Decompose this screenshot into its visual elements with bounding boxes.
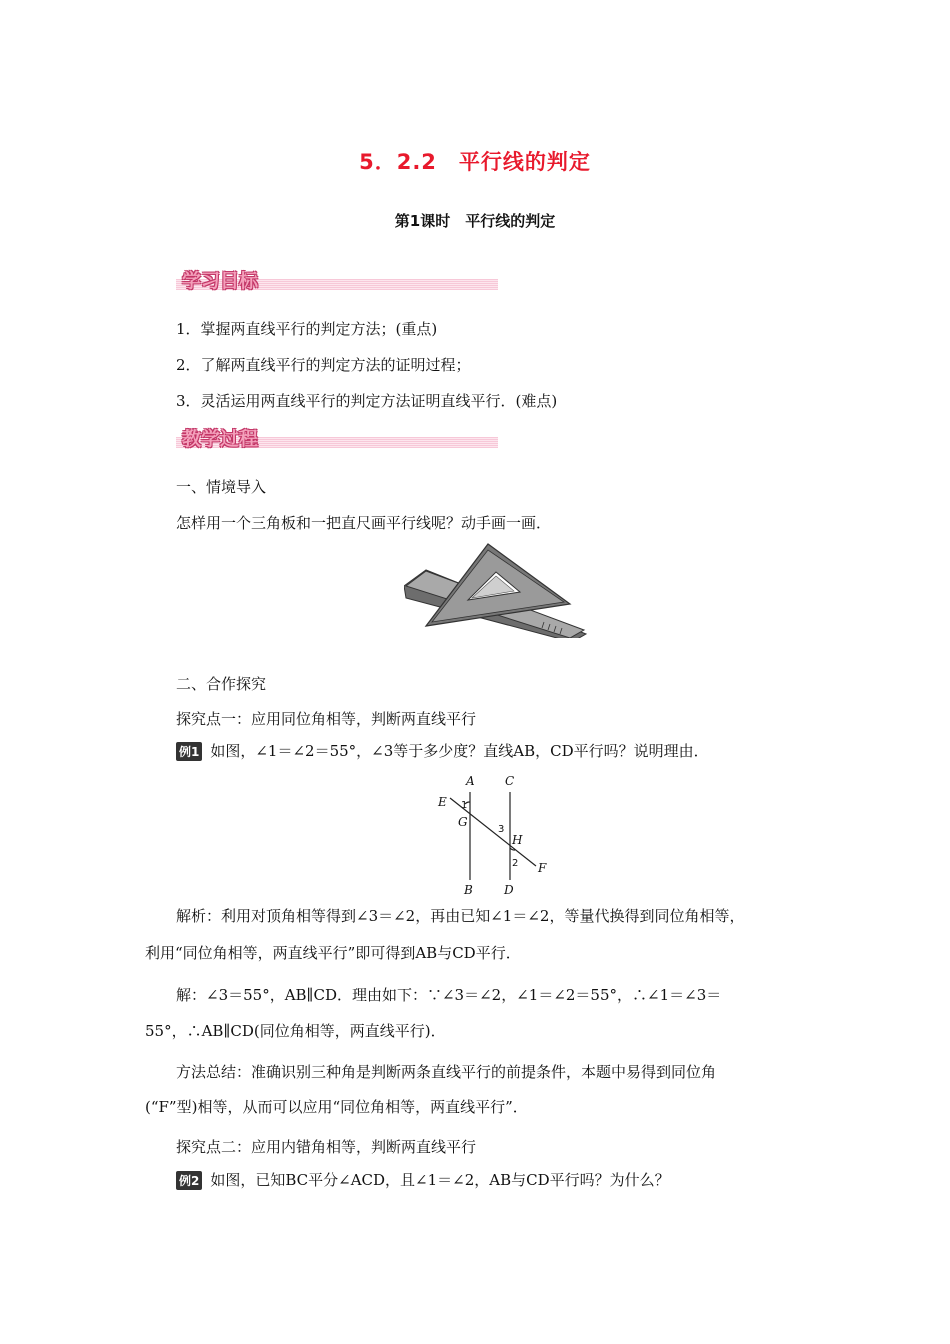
goal-item: 3．灵活运用两直线平行的判定方法证明直线平行．(难点) bbox=[176, 392, 558, 410]
goal-item: 2．了解两直线平行的判定方法的证明过程； bbox=[176, 356, 471, 374]
example-text: 如图，∠1＝∠2＝55°，∠3等于多少度？直线AB，CD平行吗？说明理由． bbox=[210, 742, 709, 760]
goal-item: 1．掌握两直线平行的判定方法；(重点) bbox=[176, 320, 438, 338]
label-e: E bbox=[438, 795, 447, 809]
banner-teaching-process bbox=[176, 424, 498, 450]
section-heading: 二、合作探究 bbox=[176, 675, 267, 693]
analysis-line-2: 利用“同位角相等，两直线平行”即可得到AB与CD平行． bbox=[145, 944, 521, 962]
label-angle-2: 2 bbox=[512, 858, 519, 869]
page-title: 5．2.2 平行线的判定 bbox=[359, 150, 591, 174]
section-heading: 一、情境导入 bbox=[176, 478, 267, 496]
banner-learning-goals bbox=[176, 266, 498, 292]
example-1 bbox=[176, 740, 709, 761]
label-c: C bbox=[505, 774, 515, 788]
parallel-lines-figure bbox=[430, 770, 560, 900]
label-d: D bbox=[504, 883, 514, 897]
label-f: F bbox=[538, 861, 547, 875]
label-a: A bbox=[466, 774, 475, 788]
solution-line-2: 55°，∴AB∥CD(同位角相等，两直线平行)． bbox=[145, 1022, 446, 1040]
label-h: H bbox=[512, 833, 523, 847]
label-g: G bbox=[458, 815, 468, 829]
example-text: 如图，已知BC平分∠ACD，且∠1＝∠2，AB与CD平行吗？为什么？ bbox=[210, 1171, 670, 1189]
summary-line-1: 方法总结：准确识别三种角是判断两条直线平行的前提条件，本题中易得到同位角 bbox=[176, 1063, 717, 1081]
lesson-subtitle: 第1课时 平行线的判定 bbox=[394, 212, 556, 230]
paragraph: 怎样用一个三角板和一把直尺画平行线呢？动手画一画． bbox=[176, 514, 552, 532]
exploration-point-2: 探究点二：应用内错角相等，判断两直线平行 bbox=[176, 1138, 477, 1156]
label-angle-3: 3 bbox=[498, 824, 505, 835]
solution-line-1: 解：∠3＝55°，AB∥CD．理由如下：∵∠3＝∠2，∠1＝∠2＝55°，∴∠1＝∠3＝ bbox=[176, 986, 722, 1004]
triangle-ruler-illustration bbox=[404, 538, 590, 638]
analysis-line-1: 解析：利用对顶角相等得到∠3＝∠2，再由已知∠1＝∠2，等量代换得到同位角相等， bbox=[176, 907, 745, 925]
label-angle-1: 1 bbox=[461, 800, 468, 811]
example-2 bbox=[176, 1169, 670, 1190]
summary-line-2: (“F”型)相等，从而可以应用“同位角相等，两直线平行”． bbox=[145, 1098, 528, 1116]
exploration-point-1: 探究点一：应用同位角相等，判断两直线平行 bbox=[176, 710, 477, 728]
banner-label: 学习目标 bbox=[182, 270, 259, 292]
example-badge: 例1 bbox=[176, 742, 202, 761]
label-b: B bbox=[464, 883, 473, 897]
banner-label: 教学过程 bbox=[182, 428, 259, 450]
example-badge: 例2 bbox=[176, 1171, 202, 1190]
